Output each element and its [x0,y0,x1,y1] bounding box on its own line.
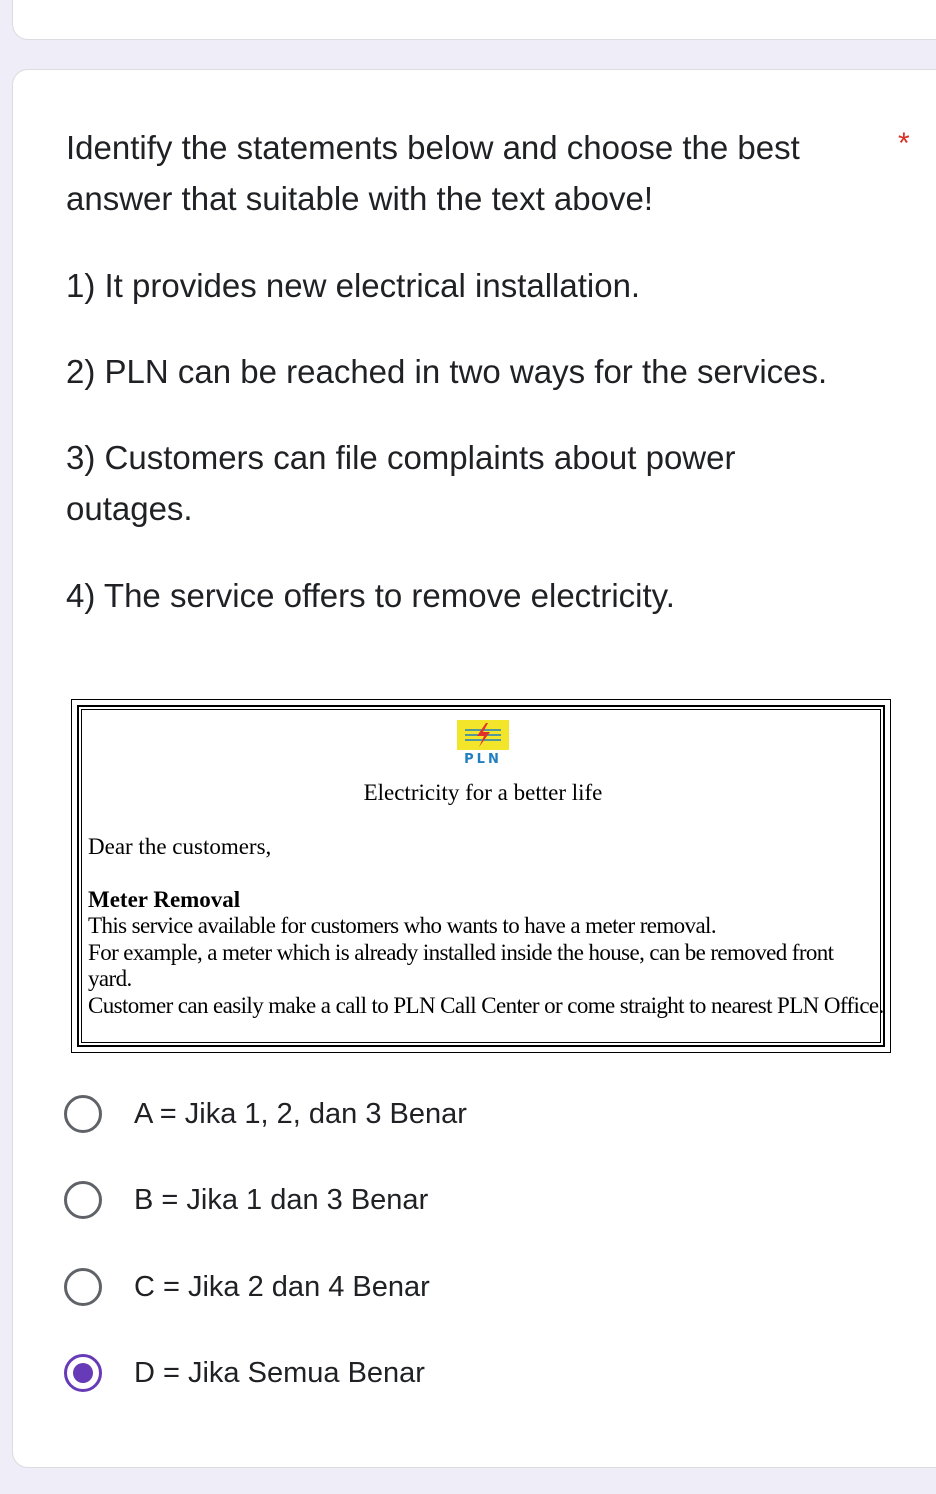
notice-greeting: Dear the customers, [88,834,272,859]
notice-line-2: For example, a meter which is already installed inside the house, can be removed front yard. [88,940,834,991]
notice-line-1: This service available for customers who wants to have a meter removal. [88,913,716,938]
notice-tagline: Electricity for a better life [363,780,603,805]
pln-logo-text: PLN [464,752,502,767]
option-c[interactable] [64,1263,430,1311]
statement-1: 1) It provides new electrical installation. [66,267,641,304]
statement-2: 2) PLN can be reached in two ways for the services. [66,353,828,390]
statement-3: 3) Customers can file complaints about power outages. [66,439,736,527]
notice-line-3: Customer can easily make a call to PLN Call Center or come straight to nearest PLN Office. [88,993,884,1018]
previous-card [12,0,936,40]
radio-button-a[interactable] [64,1095,102,1133]
option-a[interactable] [64,1090,467,1138]
radio-button-b[interactable] [64,1181,102,1219]
question-title: Identify the statements below and choose the best answer that suitable with the text above! [66,129,800,217]
option-a-label: A = Jika 1, 2, dan 3 Benar [134,1097,467,1130]
required-indicator: * [898,127,910,160]
radio-button-d[interactable] [64,1354,102,1392]
option-d-label: D = Jika Semua Benar [134,1356,425,1389]
notice-heading: Meter Removal [88,887,241,912]
option-d[interactable] [64,1349,425,1397]
statement-4: 4) The service offers to remove electricity. [66,577,675,614]
option-b-label: B = Jika 1 dan 3 Benar [134,1183,429,1216]
option-c-label: C = Jika 2 dan 4 Benar [134,1270,430,1303]
option-b[interactable] [64,1176,428,1224]
radio-button-c[interactable] [64,1268,102,1306]
